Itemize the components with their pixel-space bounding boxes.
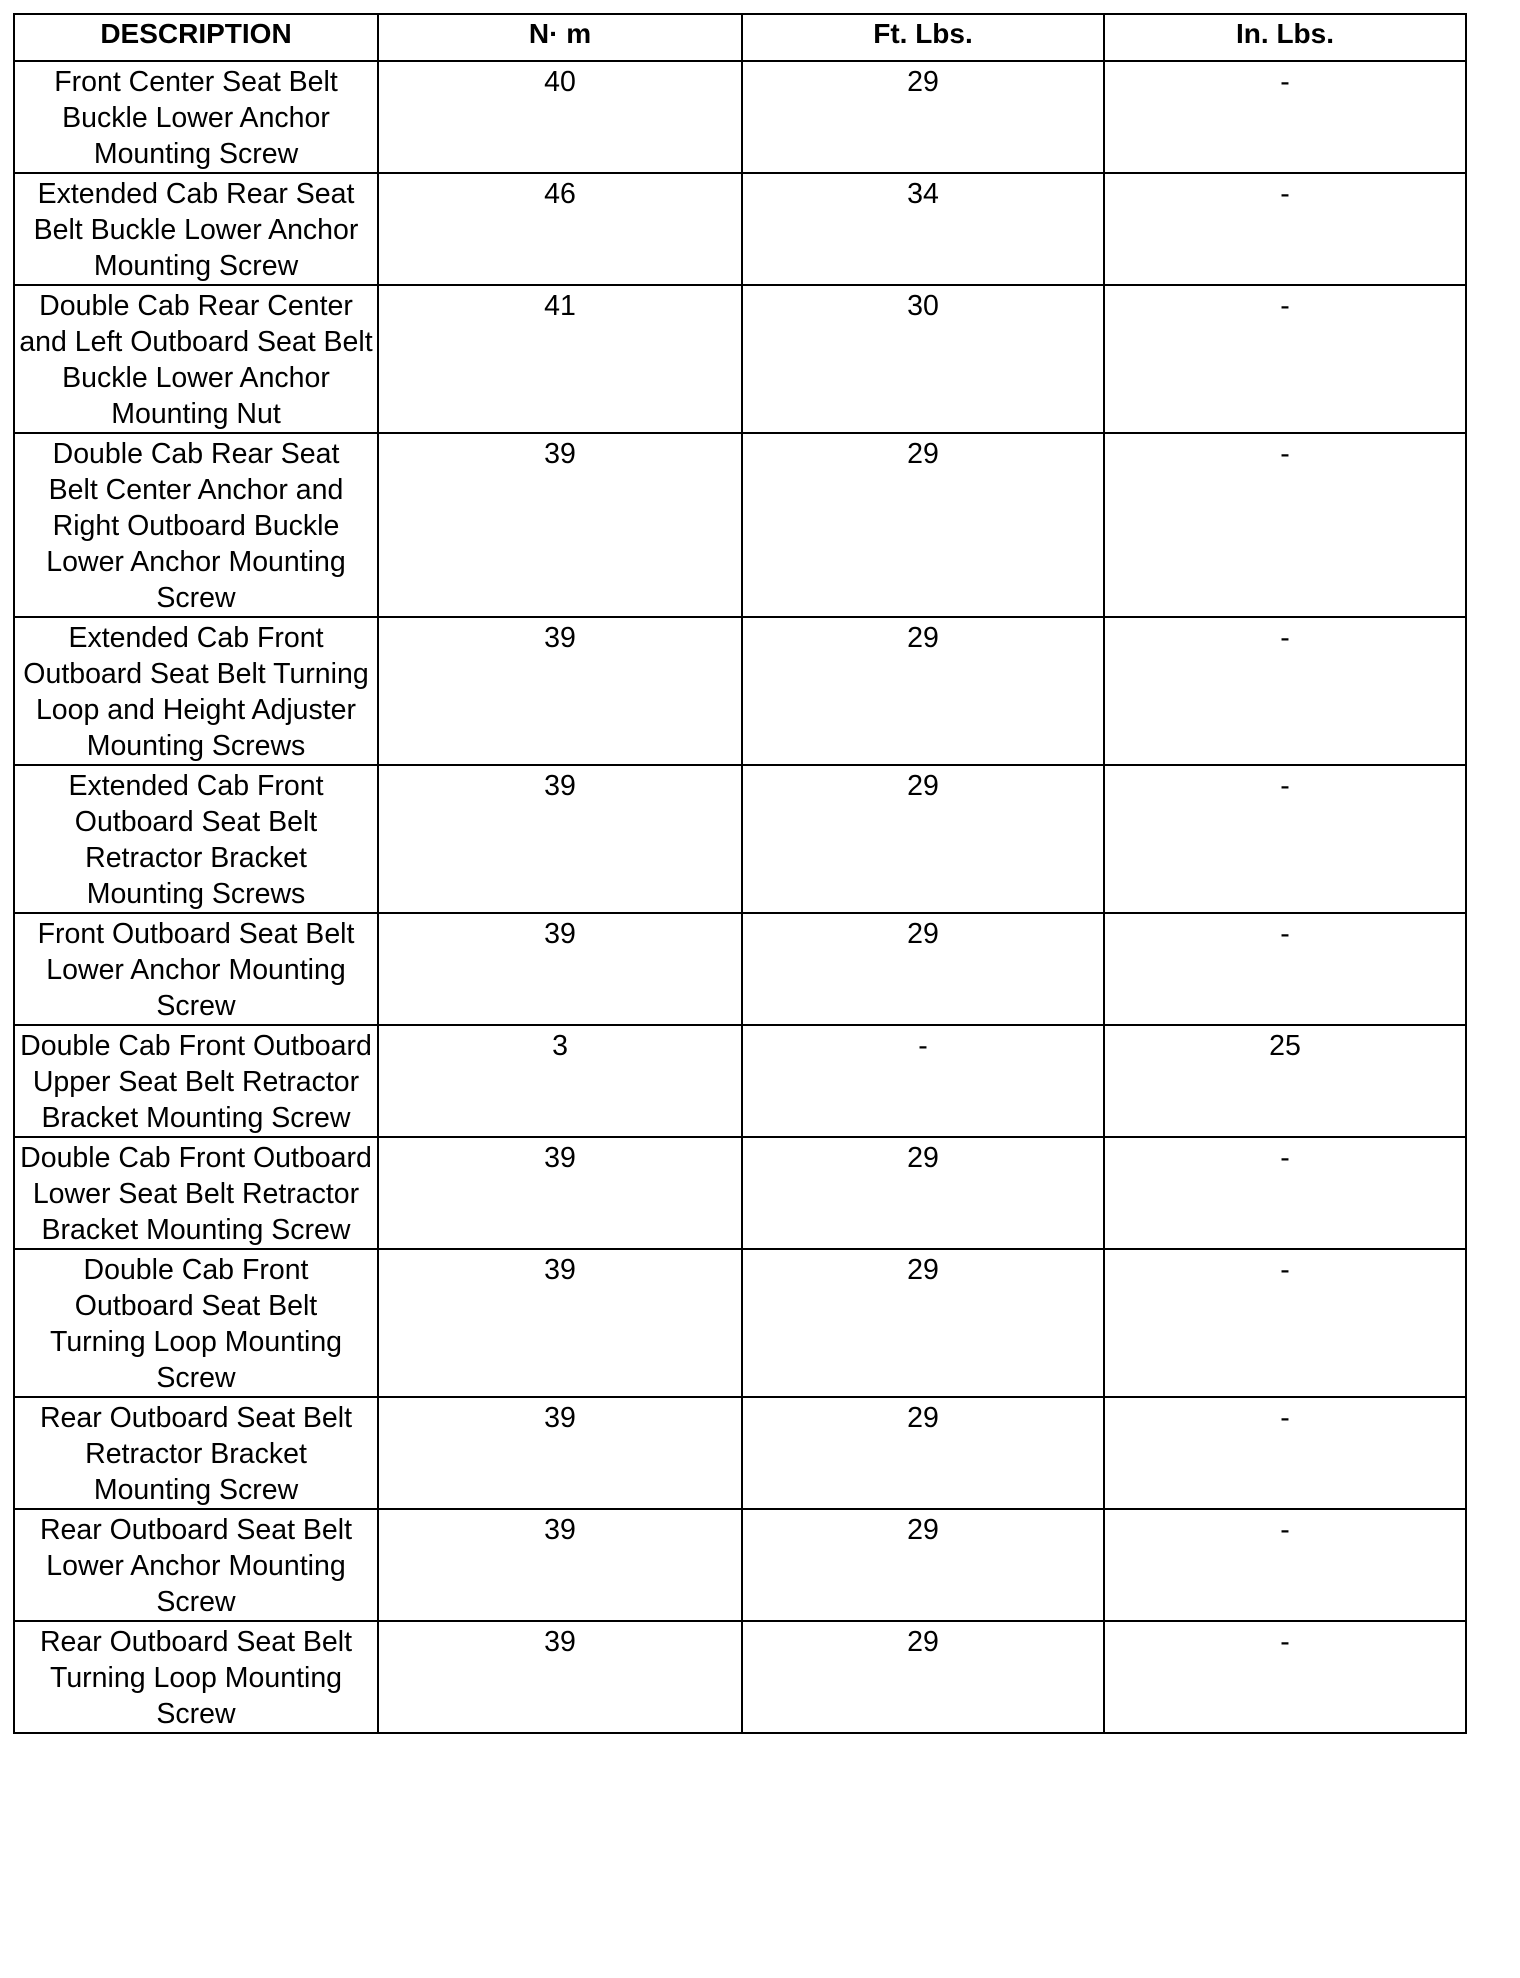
header-description: DESCRIPTION: [14, 14, 378, 61]
ft-lbs-cell: 29: [742, 913, 1104, 1025]
description-cell: Front Outboard Seat Belt Lower Anchor Mounting Screw: [14, 913, 378, 1025]
nm-cell: 39: [378, 1249, 742, 1397]
in-lbs-cell: -: [1104, 765, 1466, 913]
ft-lbs-cell: 29: [742, 765, 1104, 913]
table-row: [14, 1025, 1466, 1137]
description-cell: Rear Outboard Seat Belt Lower Anchor Mounting Screw: [14, 1509, 378, 1621]
table-row: [14, 61, 1466, 173]
in-lbs-cell: -: [1104, 61, 1466, 173]
ft-lbs-cell: 29: [742, 617, 1104, 765]
table-row: [14, 285, 1466, 433]
ft-lbs-cell: 29: [742, 1249, 1104, 1397]
description-cell: Double Cab Front Outboard Lower Seat Belt Retractor Bracket Mounting Screw: [14, 1137, 378, 1249]
description-cell: Double Cab Rear Center and Left Outboard Seat Belt Buckle Lower Anchor Mounting Nut: [14, 285, 378, 433]
ft-lbs-cell: 30: [742, 285, 1104, 433]
in-lbs-cell: -: [1104, 1621, 1466, 1733]
description-cell: Double Cab Front Outboard Upper Seat Belt Retractor Bracket Mounting Screw: [14, 1025, 378, 1137]
description-cell: Double Cab Rear Seat Belt Center Anchor and Right Outboard Buckle Lower Anchor Mounting Screw: [14, 433, 378, 617]
nm-cell: 41: [378, 285, 742, 433]
nm-cell: 39: [378, 1137, 742, 1249]
ft-lbs-cell: -: [742, 1025, 1104, 1137]
ft-lbs-cell: 29: [742, 61, 1104, 173]
ft-lbs-cell: 29: [742, 1137, 1104, 1249]
description-cell: Rear Outboard Seat Belt Retractor Bracket Mounting Screw: [14, 1397, 378, 1509]
nm-cell: 39: [378, 617, 742, 765]
description-cell: Extended Cab Front Outboard Seat Belt Turning Loop and Height Adjuster Mounting Screws: [14, 617, 378, 765]
table-row: [14, 617, 1466, 765]
ft-lbs-cell: 29: [742, 1397, 1104, 1509]
ft-lbs-cell: 29: [742, 433, 1104, 617]
in-lbs-cell: -: [1104, 617, 1466, 765]
header-inch-pounds: In. Lbs.: [1104, 14, 1466, 61]
description-cell: Rear Outboard Seat Belt Turning Loop Mounting Screw: [14, 1621, 378, 1733]
table-row: [14, 433, 1466, 617]
table-row: [14, 765, 1466, 913]
table-row: [14, 1621, 1466, 1733]
table-row: [14, 173, 1466, 285]
nm-cell: 39: [378, 433, 742, 617]
ft-lbs-cell: 29: [742, 1621, 1104, 1733]
in-lbs-cell: -: [1104, 285, 1466, 433]
nm-cell: 46: [378, 173, 742, 285]
nm-cell: 39: [378, 1509, 742, 1621]
table-row: [14, 1249, 1466, 1397]
in-lbs-cell: -: [1104, 433, 1466, 617]
description-cell: Front Center Seat Belt Buckle Lower Anchor Mounting Screw: [14, 61, 378, 173]
description-cell: Double Cab Front Outboard Seat Belt Turning Loop Mounting Screw: [14, 1249, 378, 1397]
nm-cell: 39: [378, 1621, 742, 1733]
in-lbs-cell: -: [1104, 1397, 1466, 1509]
ft-lbs-cell: 29: [742, 1509, 1104, 1621]
in-lbs-cell: -: [1104, 913, 1466, 1025]
nm-cell: 39: [378, 765, 742, 913]
header-foot-pounds: Ft. Lbs.: [742, 14, 1104, 61]
nm-cell: 3: [378, 1025, 742, 1137]
nm-cell: 40: [378, 61, 742, 173]
in-lbs-cell: 25: [1104, 1025, 1466, 1137]
table-row: [14, 1397, 1466, 1509]
in-lbs-cell: -: [1104, 1249, 1466, 1397]
nm-cell: 39: [378, 1397, 742, 1509]
header-newton-meters: N· m: [378, 14, 742, 61]
in-lbs-cell: -: [1104, 1137, 1466, 1249]
table-row: [14, 1509, 1466, 1621]
in-lbs-cell: -: [1104, 1509, 1466, 1621]
description-cell: Extended Cab Front Outboard Seat Belt Retractor Bracket Mounting Screws: [14, 765, 378, 913]
torque-spec-table: [13, 13, 1467, 1734]
description-cell: Extended Cab Rear Seat Belt Buckle Lower Anchor Mounting Screw: [14, 173, 378, 285]
table-row: [14, 1137, 1466, 1249]
ft-lbs-cell: 34: [742, 173, 1104, 285]
header-row: [14, 14, 1466, 61]
in-lbs-cell: -: [1104, 173, 1466, 285]
table-row: [14, 913, 1466, 1025]
nm-cell: 39: [378, 913, 742, 1025]
